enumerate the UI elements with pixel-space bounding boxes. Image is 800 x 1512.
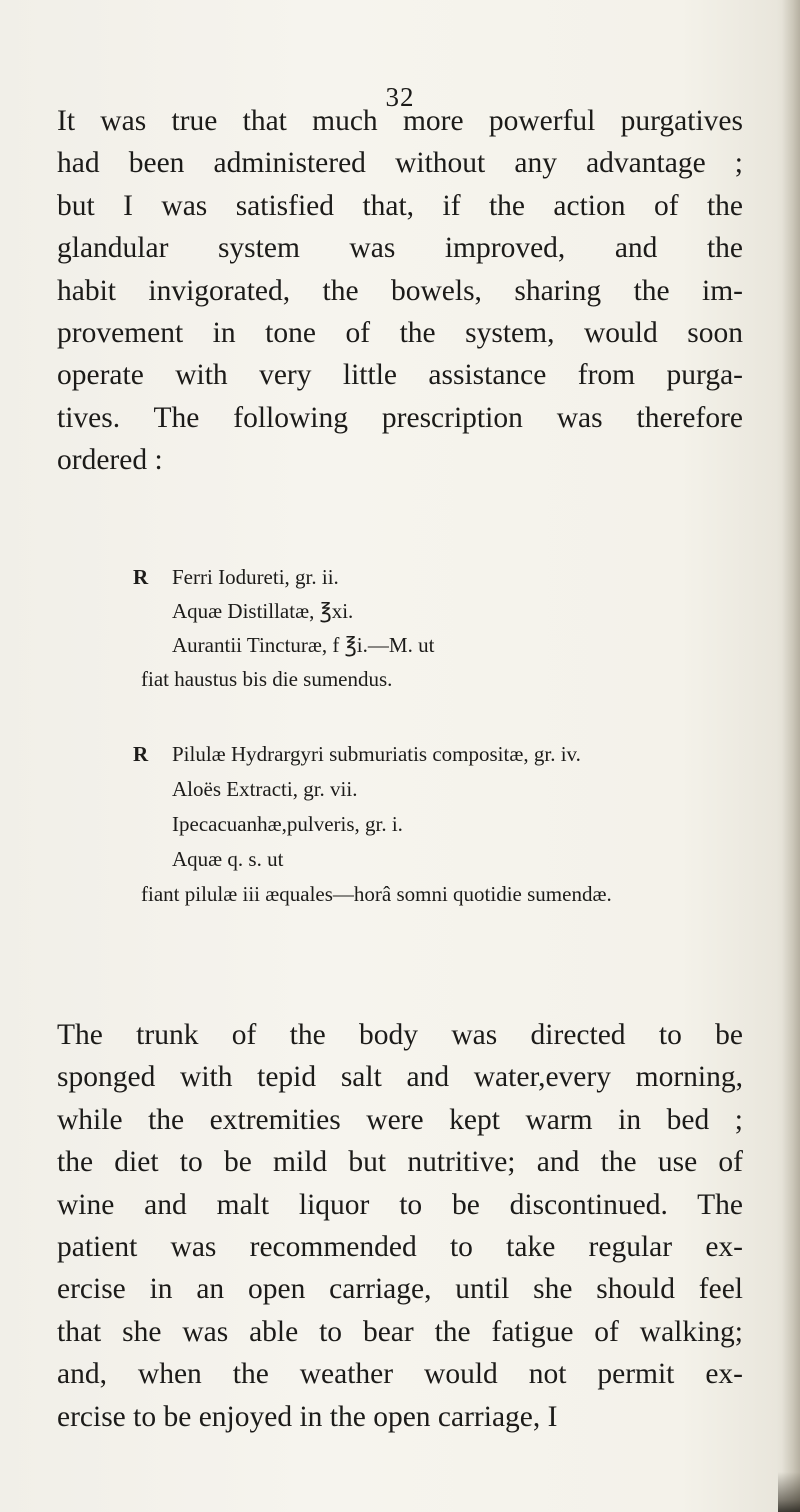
text-line: habit invigorated, the bowels, sharing the im- (57, 274, 743, 307)
rx-symbol: R (133, 565, 149, 589)
prescription-line: Aurantii Tincturæ, f ℥i.—M. ut (172, 633, 435, 657)
prescription-line: Aquæ q. s. ut (172, 847, 284, 871)
prescription-line: fiat haustus bis die sumendus. (141, 667, 393, 691)
text-line: tives. The following prescription was therefore (57, 401, 743, 434)
rx-symbol: R (133, 742, 149, 766)
text-line: and, when the weather would not permit ex- (57, 1358, 743, 1391)
text-line: provement in tone of the system, would soon (57, 317, 743, 350)
prescription-line: Pilulæ Hydrargyri submuriatis compositæ, gr. iv. (172, 742, 581, 766)
text-line: ercise to be enjoyed in the open carriage, I (57, 1400, 558, 1433)
paragraph-1 (57, 100, 743, 482)
text-line: the diet to be mild but nutritive; and the use of (57, 1146, 743, 1179)
prescription-line: Ferri Iodureti, gr. ii. (172, 565, 339, 589)
scan-corner-mark (778, 1472, 800, 1512)
text-line: that she was able to bear the fatigue of walking; (57, 1315, 743, 1348)
text-line: sponged with tepid salt and water,every morning, (57, 1061, 743, 1094)
text-line: It was true that much more powerful purgatives (57, 105, 743, 137)
page-edge-shadow (782, 0, 800, 1512)
text-line: patient was recommended to take regular ex- (57, 1231, 743, 1264)
text-line: had been administered without any advantage ; (57, 147, 743, 180)
prescription-line: Ipecacuanhæ,pulveris, gr. i. (172, 812, 403, 836)
prescription-line: fiant pilulæ iii æquales—horâ somni quotidie sumendæ. (141, 882, 612, 906)
page-number: 32 (385, 82, 415, 112)
prescription-line: Aquæ Distillatæ, ℥xi. (172, 599, 354, 623)
text-line: ercise in an open carriage, until she should feel (57, 1273, 743, 1306)
prescription-line: Aloës Extracti, gr. vii. (172, 777, 358, 801)
text-line: while the extremities were kept warm in bed ; (57, 1103, 743, 1136)
text-line: glandular system was improved, and the (57, 232, 743, 265)
text-line: The trunk of the body was directed to be (57, 1019, 743, 1051)
paragraph-2 (57, 1014, 743, 1438)
text-line: but I was satisfied that, if the action of the (57, 189, 743, 222)
text-line: operate with very little assistance from purga- (57, 359, 743, 392)
text-line: ordered : (57, 444, 163, 477)
text-line: wine and malt liquor to be discontinued. The (57, 1188, 743, 1221)
